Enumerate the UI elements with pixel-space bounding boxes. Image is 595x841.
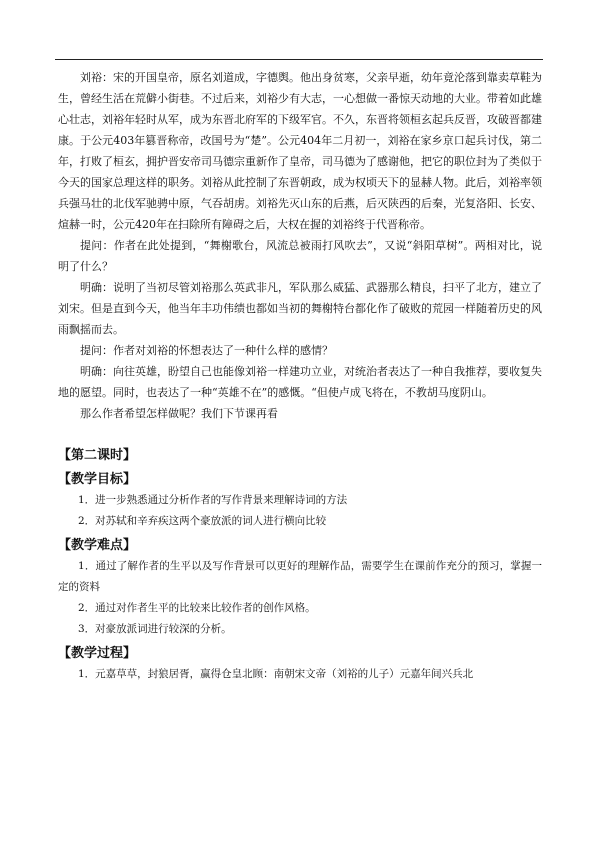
spacer <box>58 424 542 442</box>
section-title: 【第二课时】 <box>58 448 137 463</box>
difficulty-item: 1．通过了解作者的生平以及写作背景可以更好的理解作品，需要学生在课前作充分的预习，掌握一定的资料 <box>58 560 542 593</box>
header-rule <box>55 59 543 60</box>
goals-heading: 【教学目标】 <box>58 472 137 487</box>
process-heading: 【教学过程】 <box>58 646 137 661</box>
difficulty-heading: 【教学难点】 <box>58 538 137 553</box>
goal-item: 1．进一步熟悉通过分析作者的写作背景来理解诗词的方法 <box>78 494 348 506</box>
paragraph-next-lesson: 那么作者希望怎样做呢？我们下节课再看 <box>80 407 278 420</box>
paragraph-liuyu-bio: 刘裕：宋的开国皇帝，原名刘道成，字德舆。他出身贫寒，父亲早逝，幼年竟沦落到靠卖草鞋为生，曾经生活在荒僻小街巷。不过后来，刘裕少有大志，一心想做一番惊天动地的大业。带着如此雄心壮志，刘裕年轻时从军，成为东晋北府军的下级军官。不久，东晋将领桓玄起兵反晋，攻破晋都建康。于公元403年篡晋称帝，改国号为“楚”。公元404年二月初一，刘裕在家乡京口起兵讨伐，第二年，打败了桓玄，拥护晋安帝司马德宗重新作了皇帝，司马德为了感谢他，把它的职位封为了类似于今天的国家总理这样的职务。刘裕从此控制了东晋朝政，成为权顷天下的显赫人物。此后，刘裕率领兵强马壮的北伐军驰骋中原，气吞胡虏。刘裕先灭山东的后燕，后灭陕西的后秦，光复洛阳、长安、煊赫一时，公元420年在扫除所有障碍之后，大权在握的刘裕终于代晋称帝。 <box>58 71 542 231</box>
paragraph-question-1: 提问：作者在此处提到，“舞榭歌台，风流总被雨打风吹去”，又说“斜阳草树”。两相对比，说明了什么？ <box>58 239 542 273</box>
paragraph-answer-2: 明确：向往英雄，盼望自己也能像刘裕一样建功立业，对统治者表达了一种自我推荐，要收复失地的愿望。同时，也表达了一种“英雄不在”的感慨。“但使卢成飞将在，不教胡马度阴山。 <box>58 365 542 399</box>
process-item: 1．元嘉草草，封狼居胥，赢得仓皇北顾：南朝宋文帝（刘裕的儿子）元嘉年间兴兵北 <box>78 668 474 680</box>
difficulty-item: 3．对豪放派词进行较深的分析。 <box>78 623 232 635</box>
paragraph-answer-1: 明确：说明了当初尽管刘裕那么英武非凡，军队那么威猛、武器那么精良，扫平了北方，建立了刘宋。但是直到今天，他当年丰功伟绩也都如当初的舞榭特台都化作了破败的荒园一样随着历史的风雨飘摇而去。 <box>58 281 542 336</box>
difficulty-item: 2．通过对作者生平的比较来比较作者的创作风格。 <box>78 602 316 614</box>
document-content <box>58 67 542 685</box>
paragraph-question-2: 提问：作者对刘裕的怀想表达了一种什么样的感情？ <box>80 344 333 357</box>
goal-item: 2．对苏轼和辛弃疾这两个豪放派的词人进行横向比较 <box>78 515 327 527</box>
